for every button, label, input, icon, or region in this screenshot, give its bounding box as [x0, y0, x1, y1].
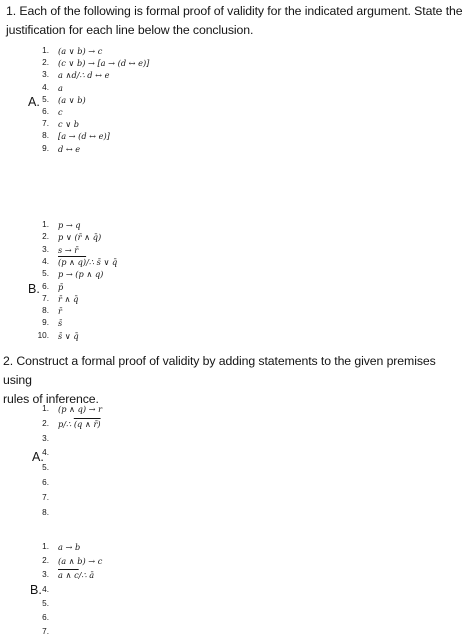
line-number: 5. [42, 94, 49, 104]
statement-part: p/∴ [58, 418, 74, 429]
line-statement: [a → (d ↔ e)] [58, 131, 110, 142]
line-number: 2. [42, 58, 49, 68]
line-number: 9. [42, 318, 49, 328]
line-number: 4. [42, 256, 49, 266]
line-statement: c ∨ b [58, 119, 80, 130]
line-statement: s → r̄ [58, 244, 79, 255]
line-number: 1. [42, 542, 49, 551]
line-statement: a ∧d/∴ d ↔ e [58, 70, 110, 81]
line-statement: d ↔ e [58, 143, 81, 154]
line-number: 8. [42, 507, 49, 517]
line-statement: p ∨ (r̄ ∧ q̄) [58, 232, 102, 243]
line-number: 2. [42, 232, 49, 242]
line-number: 4. [42, 448, 49, 458]
line-number: 9. [42, 143, 49, 153]
line-statement: p → q [58, 220, 81, 230]
line-number: 6. [42, 478, 49, 487]
line-number: 1. [42, 404, 49, 413]
question-2-line-2: rules of inference. [3, 392, 99, 406]
line-number: 1. [42, 46, 49, 55]
line-statement: (a ∧ b) → c [58, 556, 103, 567]
question-2-line-1: 2. Construct a formal proof of validity by adding statements to the given premises using [3, 354, 436, 387]
line-number: 4. [42, 584, 49, 594]
statement-overlined-part: (q ∧ r̄) [73, 418, 101, 429]
line-number: 1. [42, 220, 49, 229]
statement-overlined-part: (p ∧ q) [58, 256, 87, 267]
line-number: 4. [42, 82, 49, 92]
question-2 [3, 352, 465, 409]
line-number: 6. [42, 613, 49, 622]
line-statement: (c ∨ b) → [a → (d ↔ e)] [58, 58, 150, 69]
line-number: 8. [42, 131, 49, 141]
proof-label-2a: A. [32, 450, 44, 464]
line-statement [58, 570, 94, 580]
line-number: 5. [42, 269, 49, 279]
line-statement: s̄ [58, 318, 63, 329]
line-number: 2. [42, 418, 49, 428]
line-number: 7. [42, 293, 49, 303]
line-statement: r̄ ∧ q̄ [58, 293, 79, 304]
line-number: 3. [42, 570, 49, 580]
line-number: 10. [37, 330, 49, 340]
line-number: 5. [42, 463, 49, 473]
line-statement: p → (p ∧ q) [58, 269, 104, 280]
statement-overlined-part: a ∧ c [58, 570, 79, 581]
line-number: 3. [42, 244, 49, 254]
line-statement: s̄ ∨ q̄ [58, 330, 79, 341]
line-number: 3. [42, 433, 49, 443]
question-1-line-2: justification for each line below the conclusion. [6, 23, 254, 37]
line-statement [58, 419, 101, 429]
statement-part: /∴ ā [78, 570, 95, 581]
line-number: 7. [42, 119, 49, 129]
line-statement: c [58, 107, 63, 117]
line-number: 7. [42, 492, 49, 502]
line-number: 5. [42, 598, 49, 608]
question-1-line-1: 1. Each of the following is formal proof of validity for the indicated argument. State the [6, 4, 463, 18]
line-statement: (p ∧ q) → r [58, 404, 103, 414]
line-statement: a [58, 82, 63, 93]
line-statement: a → b [58, 542, 81, 552]
line-number: 7. [42, 627, 49, 637]
line-statement: (a ∨ b) [58, 94, 86, 105]
line-statement: (a ∨ b) → c [58, 46, 103, 56]
proof-label-2b: B. [30, 583, 42, 597]
line-statement: r̄ [58, 306, 62, 317]
statement-part: /∴ s̄ ∨ q̄ [86, 256, 118, 267]
line-statement: p̄ [58, 281, 64, 292]
line-number: 6. [42, 281, 49, 291]
line-statement [58, 257, 117, 267]
line-number: 3. [42, 70, 49, 80]
line-number: 6. [42, 107, 49, 116]
line-number: 8. [42, 306, 49, 316]
proof-label-1b: B. [28, 282, 40, 296]
proof-label-1a: A. [28, 95, 40, 109]
question-1 [6, 2, 468, 40]
line-number: 2. [42, 556, 49, 566]
